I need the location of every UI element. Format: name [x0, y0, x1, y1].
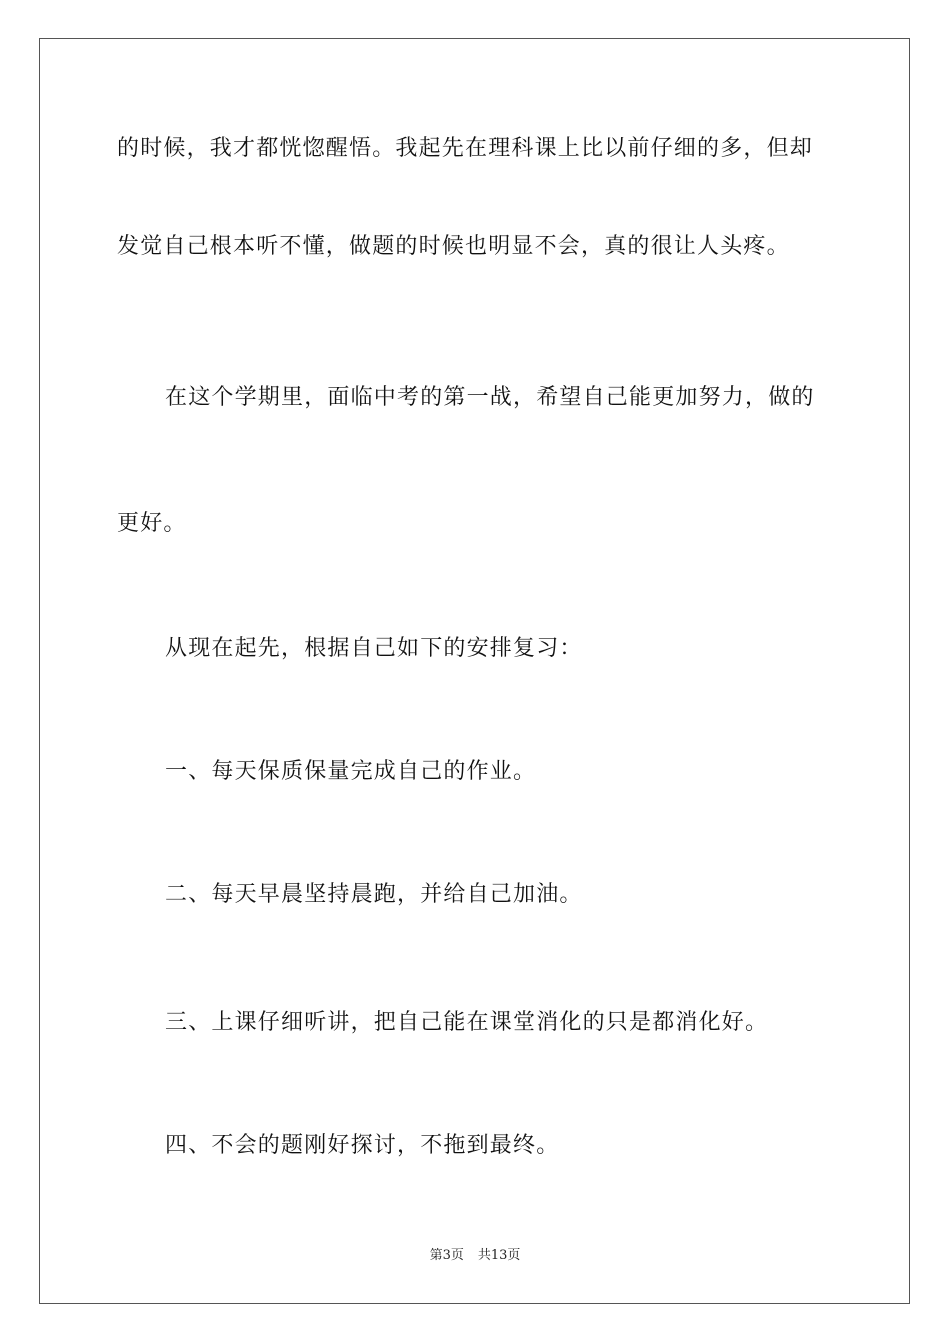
paragraph-line-3: 在这个学期里，面临中考的第一战，希望自己能更加努力，做的 [165, 385, 815, 410]
list-item-4: 四、不会的题刚好探讨，不拖到最终。 [165, 1133, 560, 1158]
paragraph-line-1: 的时候，我才都恍惚醒悟。我起先在理科课上比以前仔细的多，但却 [117, 136, 814, 161]
page-number: 第3页 [429, 1248, 464, 1263]
list-item-2: 二、每天早晨坚持晨跑，并给自己加油。 [165, 882, 583, 907]
paragraph-line-4: 更好。 [117, 511, 187, 536]
paragraph-line-2: 发觉自己根本听不懂，做题的时候也明显不会，真的很让人头疼。 [117, 234, 790, 259]
list-item-3: 三、上课仔细听讲，把自己能在课堂消化的只是都消化好。 [165, 1010, 769, 1035]
paragraph-line-5: 从现在起先，根据自己如下的安排复习： [165, 636, 583, 661]
page-footer [0, 1247, 950, 1265]
page-border [39, 38, 910, 1304]
page-total: 共13页 [477, 1248, 521, 1263]
list-item-1: 一、每天保质保量完成自己的作业。 [165, 759, 537, 784]
